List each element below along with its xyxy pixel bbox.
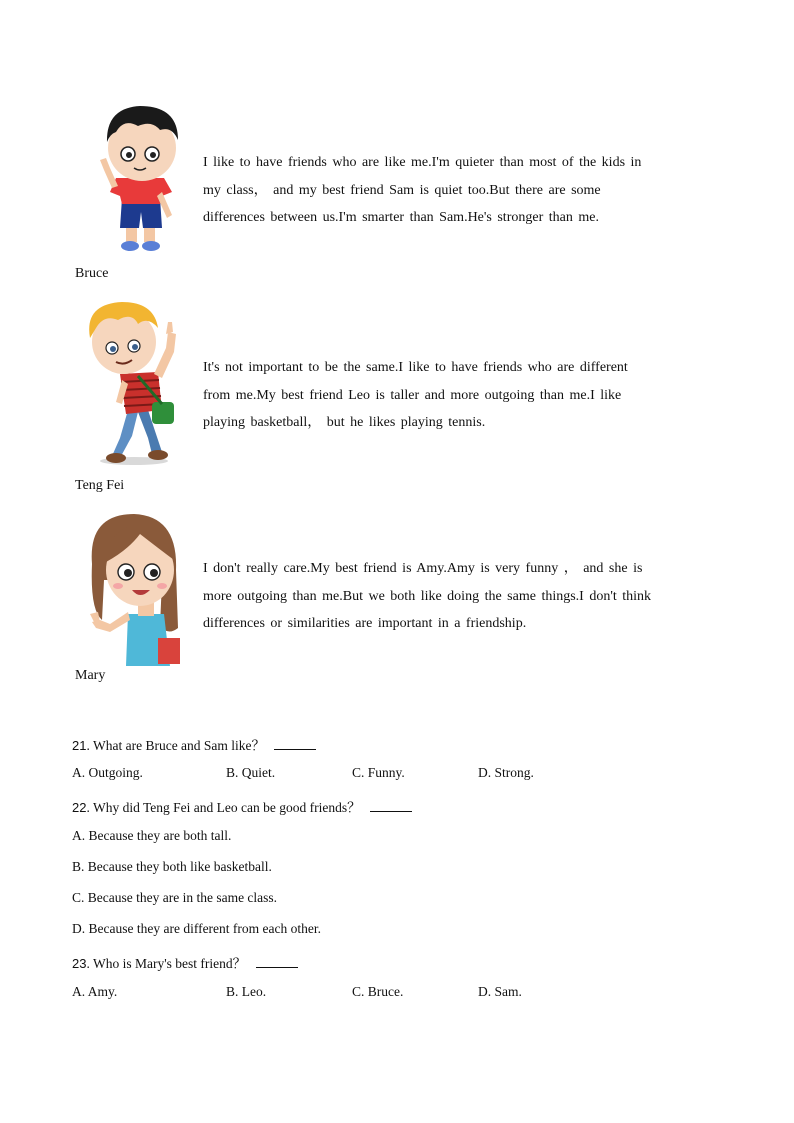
question-text: Who is Mary's best friend？: [92, 956, 247, 971]
option-c[interactable]: C. Because they are in the same class.: [72, 890, 278, 905]
paragraph-line: differences between us.I'm smarter than Sam.He's stronger than me.: [203, 210, 599, 225]
teng-fei-illustration: [76, 298, 180, 468]
option-b[interactable]: B. Because they both like basketball.: [72, 859, 272, 874]
option-d[interactable]: D. Sam.: [478, 984, 522, 999]
question-22: 22. Why did Teng Fei and Leo can be good friends？: [72, 796, 412, 816]
paragraph-line: I don't really care.My best friend is Amy.Amy is very funny ， and she is: [203, 561, 643, 576]
paragraph-line: I like to have friends who are like me.I'm quieter than most of the kids in: [203, 155, 642, 170]
answer-blank[interactable]: [256, 955, 298, 968]
speaker-name-teng-fei: Teng Fei: [75, 478, 125, 493]
option-b[interactable]: B. Leo.: [226, 984, 267, 999]
question-number: 22: [72, 800, 87, 815]
paragraph-line: playing basketball， but he likes playing tennis.: [203, 415, 486, 430]
option-a[interactable]: A. Outgoing.: [72, 765, 143, 780]
option-d[interactable]: D. Because they are different from each other.: [72, 921, 322, 936]
answer-blank[interactable]: [370, 799, 412, 812]
option-d[interactable]: D. Strong.: [478, 765, 534, 780]
mary-paragraph: [203, 555, 651, 638]
option-c[interactable]: C. Funny.: [352, 765, 405, 780]
question-text: What are Bruce and Sam like？: [92, 738, 266, 753]
option-a[interactable]: A. Amy.: [72, 984, 118, 999]
bruce-paragraph: [203, 149, 641, 232]
option-a[interactable]: A. Because they are both tall.: [72, 828, 232, 843]
mary-illustration: [78, 510, 184, 668]
paragraph-line: It's not important to be the same.I like to have friends who are different: [203, 360, 628, 375]
speaker-name-bruce: Bruce: [75, 266, 109, 281]
option-c[interactable]: C. Bruce.: [352, 984, 404, 999]
question-23: 23. Who is Mary's best friend？: [72, 952, 298, 972]
answer-blank[interactable]: [274, 737, 316, 750]
paragraph-line: my class， and my best friend Sam is quiet too.But there are some: [203, 182, 601, 198]
question-text: Why did Teng Fei and Leo can be good friends？: [92, 800, 361, 815]
teng-fei-paragraph: [203, 354, 628, 437]
question-21: 21. What are Bruce and Sam like？: [72, 734, 316, 754]
question-number: 21: [72, 738, 87, 753]
speaker-name-mary: Mary: [75, 668, 106, 683]
bruce-illustration: [92, 100, 192, 258]
option-b[interactable]: B. Quiet.: [226, 765, 276, 780]
paragraph-line: more outgoing than me.But we both like doing the same things.I don't think: [203, 588, 652, 604]
paragraph-line: from me.My best friend Leo is taller and more outgoing than me.I like: [203, 387, 622, 403]
question-number: 23: [72, 956, 87, 971]
paragraph-line: differences or similarities are important in a friendship.: [203, 616, 527, 631]
